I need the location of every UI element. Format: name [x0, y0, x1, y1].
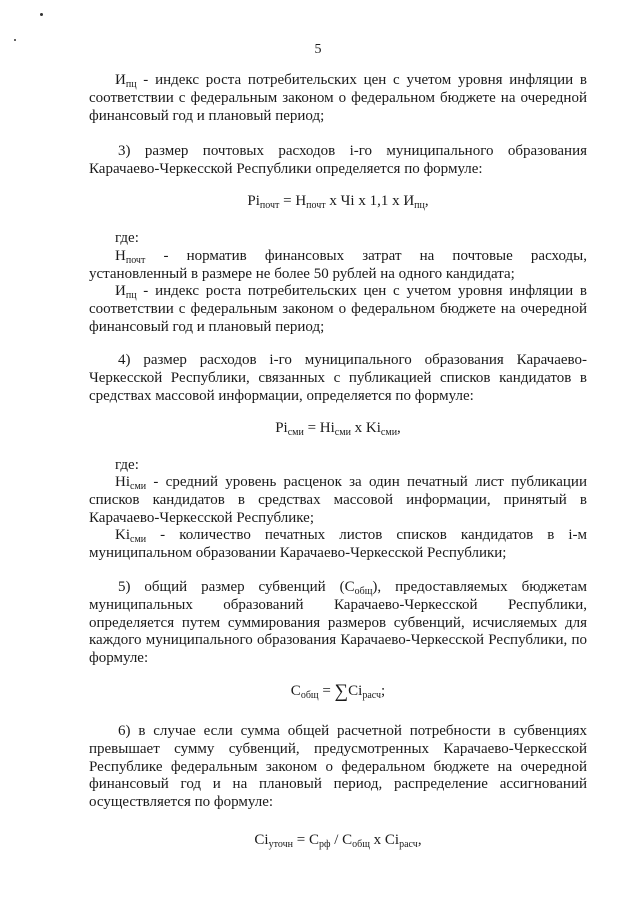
item-3-line2: Карачаево-Черкесской Республики определяется по формуле: [89, 161, 483, 177]
definition-kismi-line1: $Ki_{сми}$ - количество печатных листов списков кандидатов в i-м [115, 527, 587, 545]
item-6-line5: осуществляется по формуле: [89, 794, 274, 810]
paragraph-ipc-1-line2: соответствии с федеральным законом о федеральном бюджете на очередной [89, 90, 587, 106]
definition-npocht-line2: установленный в размере не более 50 рублей на одного кандидата; [89, 266, 515, 282]
item-6-line4: финансовый год и на плановый период, распределение ассигнований [89, 776, 587, 792]
item-5-line4: каждого муниципального образования Карачаево-Черкесской Республики, по [89, 632, 587, 648]
sum-sign: ∑ [334, 681, 349, 702]
item-6-line2: превышает сумму субвенций, предусмотренных Карачаево-Черкесской [89, 741, 587, 757]
page-number: 5 [314, 42, 322, 57]
where-label-1: где: [115, 230, 139, 246]
definition-ipc-line3: финансовый год и плановый период; [89, 319, 325, 335]
item-3-line1: 3) размер почтовых расходов i-го муниципального образования [118, 143, 587, 159]
item-4-line1: 4) размер расходов i-го муниципального образования Карачаево- [118, 352, 587, 368]
item-5-line3: определяется путем суммирования размеров субвенций, исчисляемых для [89, 615, 587, 631]
formula-total: $С_{общ} = \sum Ci_{расч}$; [290, 681, 386, 702]
formula-postal: $Pi_{почт} = Н_{почт}$ х Чi х 1,1 х $И_{пц}$, [247, 193, 429, 211]
item-5-line5: формуле: [89, 650, 149, 666]
definition-hismi-line2: списков кандидатов в средствах массовой информации, принятый в [89, 492, 587, 508]
scan-speck [14, 39, 16, 41]
where-label-2: где: [115, 457, 139, 473]
formula-media: $Pi_{сми} = Hi_{сми}$ х $Ki_{сми}$, [275, 420, 401, 438]
item-6-line3: Республике федеральным законом о федеральном бюджете на очередной [89, 759, 587, 775]
definition-kismi-line2: муниципальном образовании Карачаево-Черкесской Республики; [89, 545, 507, 561]
formula-adjusted: $Ci_{уточн} = С_{рф} / С_{общ}$ х $Ci_{расч}$, [254, 832, 422, 850]
symbol-i: И [115, 72, 126, 88]
item-4-line3: средствах массовой информации, определяется по формуле: [89, 388, 474, 404]
item-5-line2: муниципальных образований Карачаево-Черкесской Республики, [89, 597, 587, 613]
item-4-line2: Черкесской Республики, связанных с публикацией списков кандидатов в [89, 370, 587, 386]
definition-npocht-line1: $Н_{почт}$ - норматив финансовых затрат на почтовые расходы, [115, 248, 587, 266]
paragraph-ipc-1-line3: финансовый год и плановый период; [89, 108, 325, 124]
definition-hismi-line1: $Hi_{сми}$ - средний уровень расценок за один печатный лист публикации [115, 474, 587, 492]
definition-hismi-line3: Карачаево-Черкесской Республике; [89, 510, 314, 526]
item-5-line1: 5) общий размер субвенций $(С_{общ})$, предоставляемых бюджетам [118, 579, 587, 597]
item-6-line1: 6) в случае если сумма общей расчетной потребности в субвенциях [118, 723, 587, 739]
scan-speck [40, 13, 43, 16]
definition-ipc-line1: $И_{пц}$ - индекс роста потребительских цен с учетом уровня инфляции в [115, 283, 587, 301]
paragraph-ipc-1: $И_{пц}$ - индекс роста потребительских цен с учетом уровня инфляции в [115, 72, 587, 90]
definition-ipc-line2: соответствии с федеральным законом о федеральном бюджете на очередной [89, 301, 587, 317]
